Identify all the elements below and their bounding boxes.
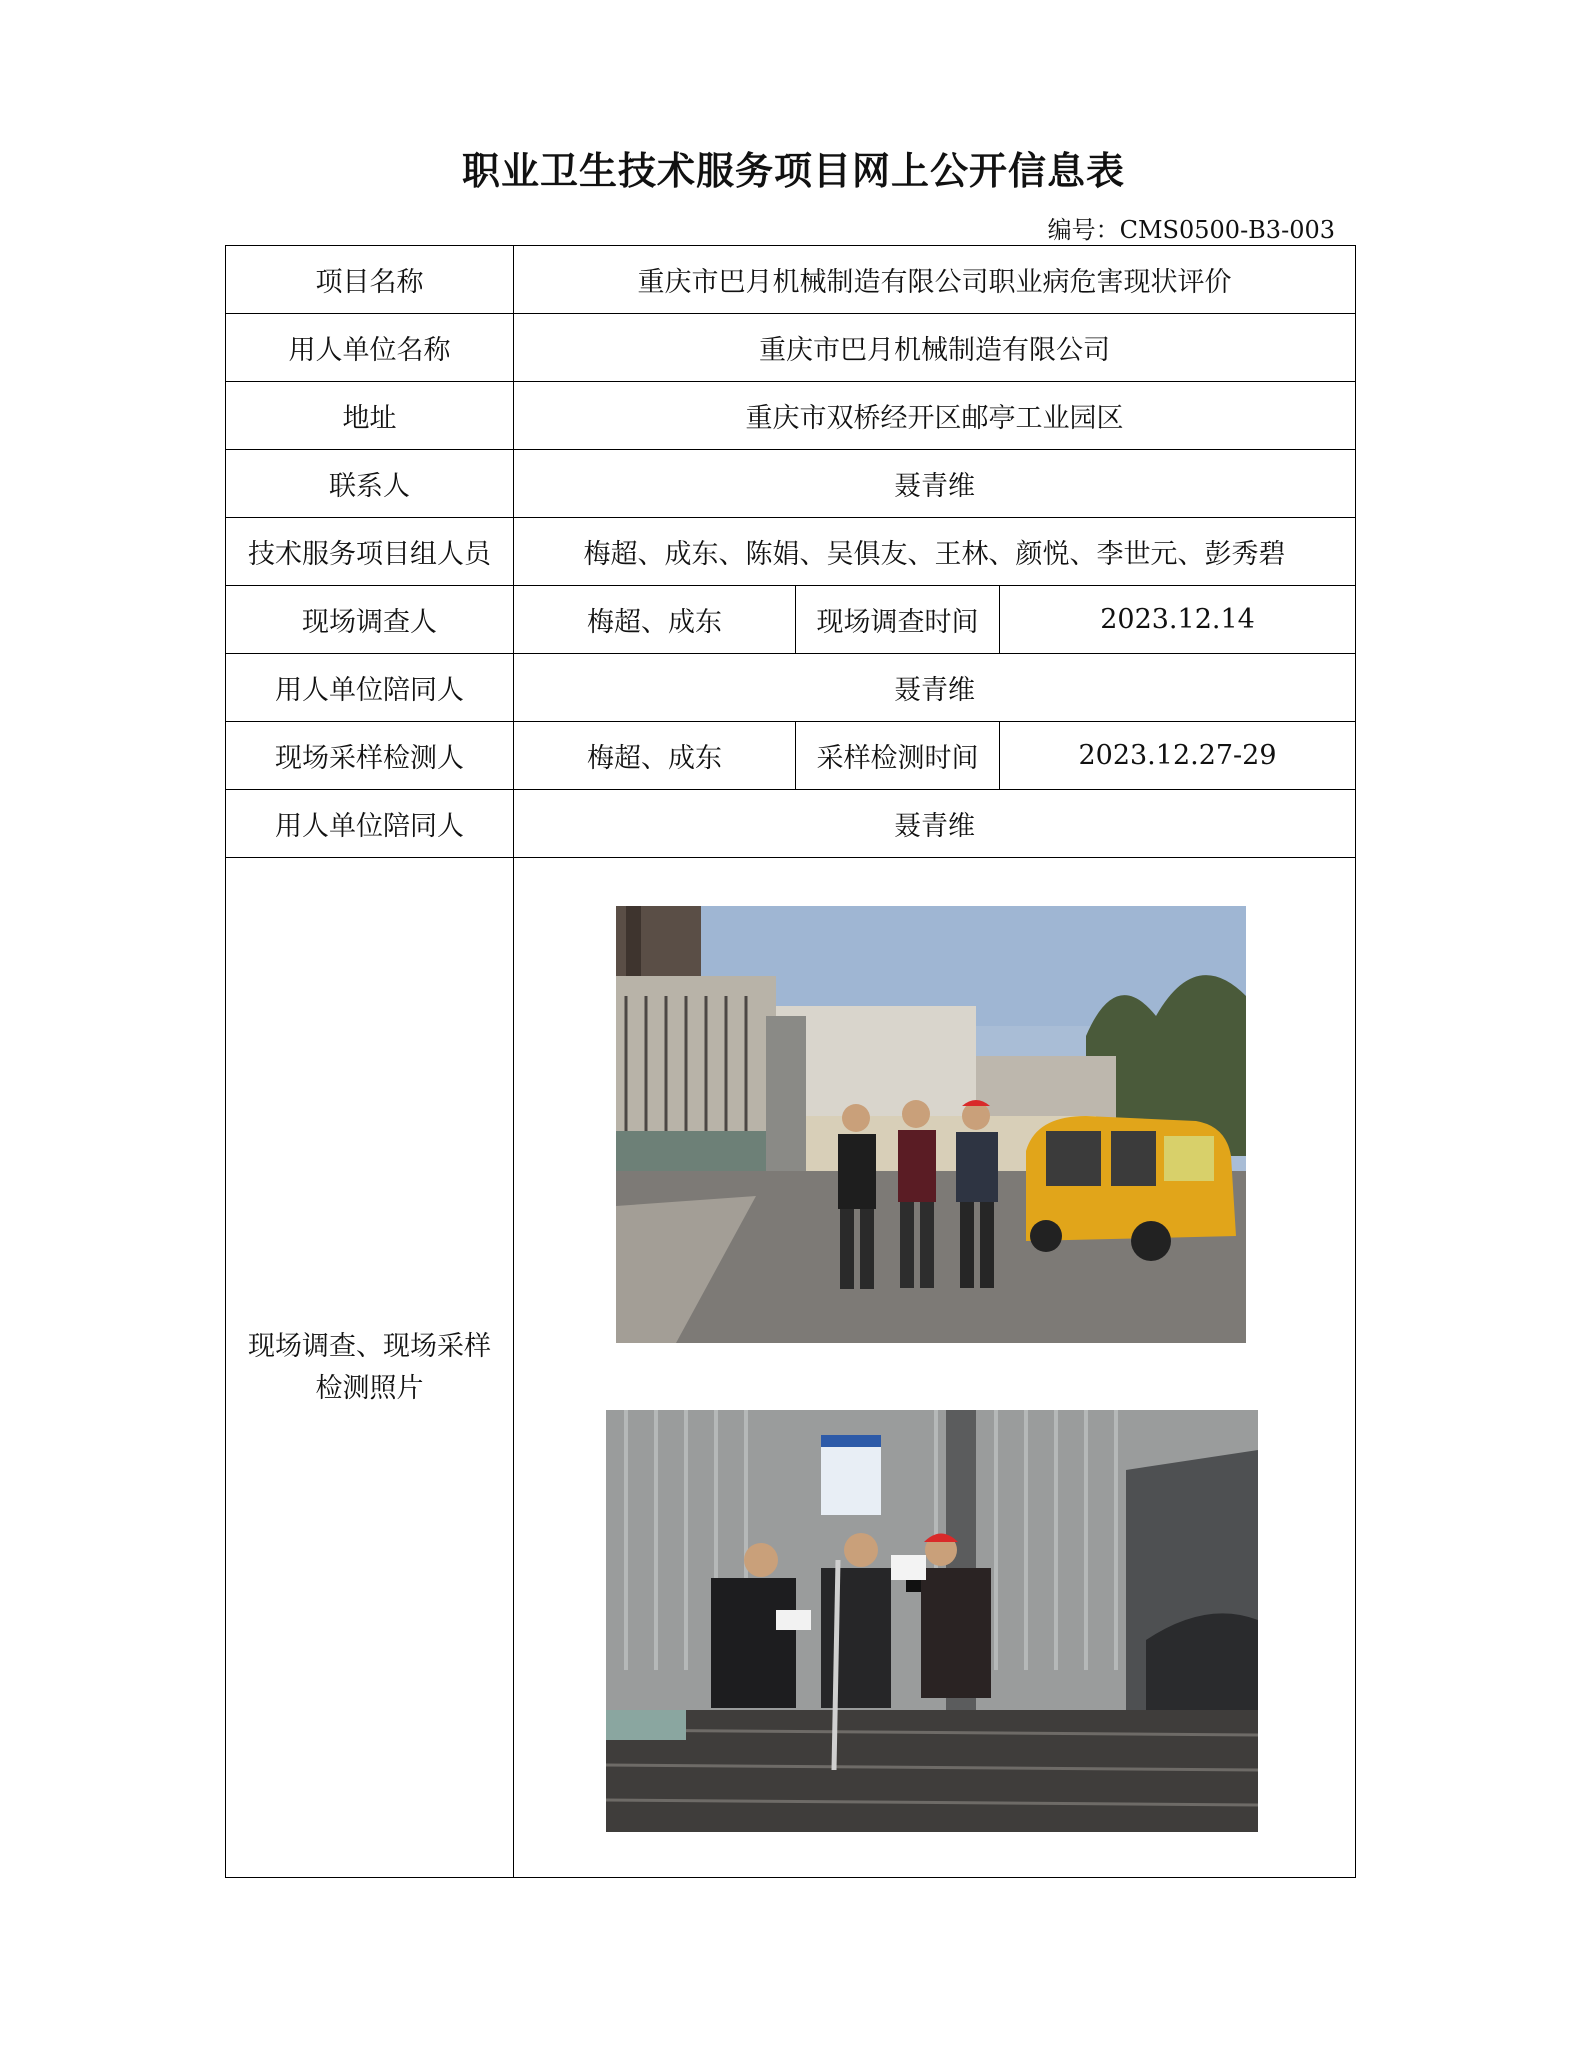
project-name-value: 重庆市巴月机械制造有限公司职业病危害现状评价 bbox=[514, 246, 1356, 314]
table-row bbox=[226, 246, 1356, 314]
employer-name-label: 用人单位名称 bbox=[226, 314, 514, 382]
sampling-escort-label: 用人单位陪同人 bbox=[226, 790, 514, 858]
employer-name-value: 重庆市巴月机械制造有限公司 bbox=[514, 314, 1356, 382]
table-row bbox=[226, 518, 1356, 586]
sampling-label: 现场采样检测人 bbox=[226, 722, 514, 790]
survey-escort-label: 用人单位陪同人 bbox=[226, 654, 514, 722]
survey-label: 现场调查人 bbox=[226, 586, 514, 654]
sampling-time-value: 2023.12.27-29 bbox=[1000, 722, 1356, 790]
photos-label-cell bbox=[226, 858, 514, 1878]
table-row bbox=[226, 586, 1356, 654]
sampling-value: 梅超、成东 bbox=[514, 722, 796, 790]
document-title: 职业卫生技术服务项目网上公开信息表 bbox=[461, 148, 1125, 193]
team-value: 梅超、成东、陈娟、吴俱友、王林、颜悦、李世元、彭秀碧 bbox=[514, 518, 1356, 586]
table-row bbox=[226, 654, 1356, 722]
contact-label: 联系人 bbox=[226, 450, 514, 518]
team-label: 技术服务项目组人员 bbox=[226, 518, 514, 586]
document-number: 编号：CMS0500-B3-003 bbox=[1047, 216, 1335, 244]
address-value: 重庆市双桥经开区邮亭工业园区 bbox=[514, 382, 1356, 450]
contact-value: 聂青维 bbox=[514, 450, 1356, 518]
survey-escort-value: 聂青维 bbox=[514, 654, 1356, 722]
site-survey-photo bbox=[616, 906, 1246, 1343]
survey-time-value: 2023.12.14 bbox=[1000, 586, 1356, 654]
table-row bbox=[226, 790, 1356, 858]
project-name-label: 项目名称 bbox=[226, 246, 514, 314]
photos-label: 现场调查、现场采样 检测照片 bbox=[248, 1330, 491, 1404]
table-row bbox=[226, 382, 1356, 450]
survey-time-label: 现场调查时间 bbox=[796, 586, 1000, 654]
table-row bbox=[226, 314, 1356, 382]
table-row bbox=[226, 858, 1356, 1878]
table-row bbox=[226, 722, 1356, 790]
sampling-time-label: 采样检测时间 bbox=[796, 722, 1000, 790]
address-label: 地址 bbox=[226, 382, 514, 450]
survey-value: 梅超、成东 bbox=[514, 586, 796, 654]
photos-cell bbox=[514, 858, 1356, 1878]
sampling-escort-value: 聂青维 bbox=[514, 790, 1356, 858]
site-sampling-photo bbox=[606, 1410, 1258, 1832]
table-row bbox=[226, 450, 1356, 518]
info-table bbox=[225, 245, 1356, 1878]
